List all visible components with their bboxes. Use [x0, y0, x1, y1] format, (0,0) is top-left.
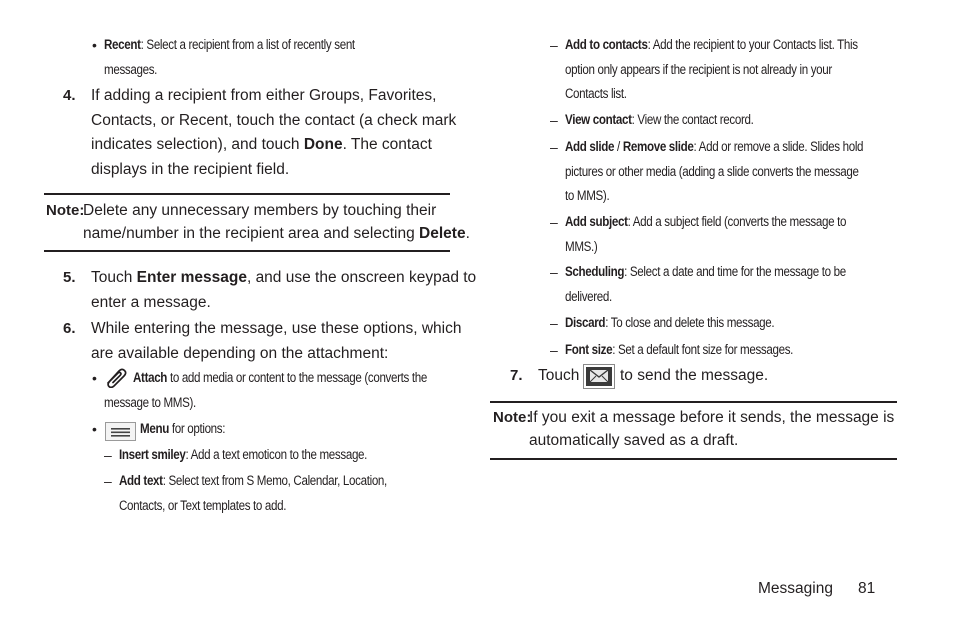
bullet: • — [92, 370, 97, 386]
font-size-option: Font size: Set a default font size for messages. — [565, 342, 794, 357]
add-slide-option: Add slide / Remove slide: Add or remove a slide. Slides hold pictures or other media (adding a slide converts the message to MMS). — [565, 139, 864, 203]
dash: – — [550, 264, 558, 280]
footer-section-name: Messaging — [758, 580, 833, 597]
note-bottom-rule — [44, 250, 450, 252]
dash: – — [550, 214, 558, 230]
view-contact-option: View contact: View the contact record. — [565, 112, 754, 127]
send-icon — [583, 364, 615, 389]
bullet: • — [92, 421, 97, 437]
menu-icon — [105, 422, 136, 441]
note-label: Note: — [493, 409, 532, 426]
add-to-contacts-option: Add to contacts: Add the recipient to your Contacts list. This option only appears if the recipient is not already in your Contacts list. — [565, 37, 858, 101]
note-bottom-rule — [490, 458, 897, 460]
attach-option: Attach to add media or content to the message (converts the — [133, 370, 427, 385]
note-top-rule — [44, 193, 450, 195]
note-label: Note: — [46, 202, 85, 219]
scheduling-option: Scheduling: Select a date and time for the message to be delivered. — [565, 264, 846, 304]
step-5-text: Touch Enter message, and use the onscreen keypad to enter a message. — [91, 269, 477, 311]
attach-option-cont: message to MMS). — [104, 395, 196, 410]
note-top-rule — [490, 401, 897, 403]
step-6-text: While entering the message, use these options, which are available depending on the attachment: — [91, 320, 462, 362]
dash: – — [550, 315, 558, 331]
menu-option: Menu for options: — [140, 421, 226, 436]
dash: – — [550, 139, 558, 155]
step-number: 6. — [63, 320, 76, 337]
step-number: 5. — [63, 269, 76, 286]
note-text: If you exit a message before it sends, the message is automatically saved as a draft. — [529, 409, 895, 449]
paperclip-icon — [104, 366, 128, 388]
recent-option: Recent: Select a recipient from a list of recently sent messages. — [104, 37, 355, 77]
add-text-option: Add text: Select text from S Memo, Calendar, Location, Contacts, or Text templates to add. — [119, 473, 387, 513]
bullet: • — [92, 37, 97, 53]
insert-smiley-option: Insert smiley: Add a text emoticon to the message. — [119, 447, 368, 462]
page-number: 81 — [858, 580, 876, 597]
step-7-text-end: to send the message. — [620, 367, 769, 384]
add-subject-option: Add subject: Add a subject field (converts the message to MMS.) — [565, 214, 847, 254]
discard-option: Discard: To close and delete this message. — [565, 315, 775, 330]
step-4-text: If adding a recipient from either Groups, Favorites, Contacts, or Recent, touch the contact (a check mark indicates selection), and touch Done. The contact displays in the recipient field. — [91, 87, 457, 178]
dash: – — [104, 447, 112, 463]
step-number: 4. — [63, 87, 76, 104]
dash: – — [550, 112, 558, 128]
step-number: 7. — [510, 367, 523, 384]
dash: – — [550, 342, 558, 358]
dash: – — [550, 37, 558, 53]
note-text: Delete any unnecessary members by touching their name/number in the recipient area and selecting Delete. — [83, 202, 470, 242]
dash: – — [104, 473, 112, 489]
step-7-text: Touch — [538, 367, 580, 384]
